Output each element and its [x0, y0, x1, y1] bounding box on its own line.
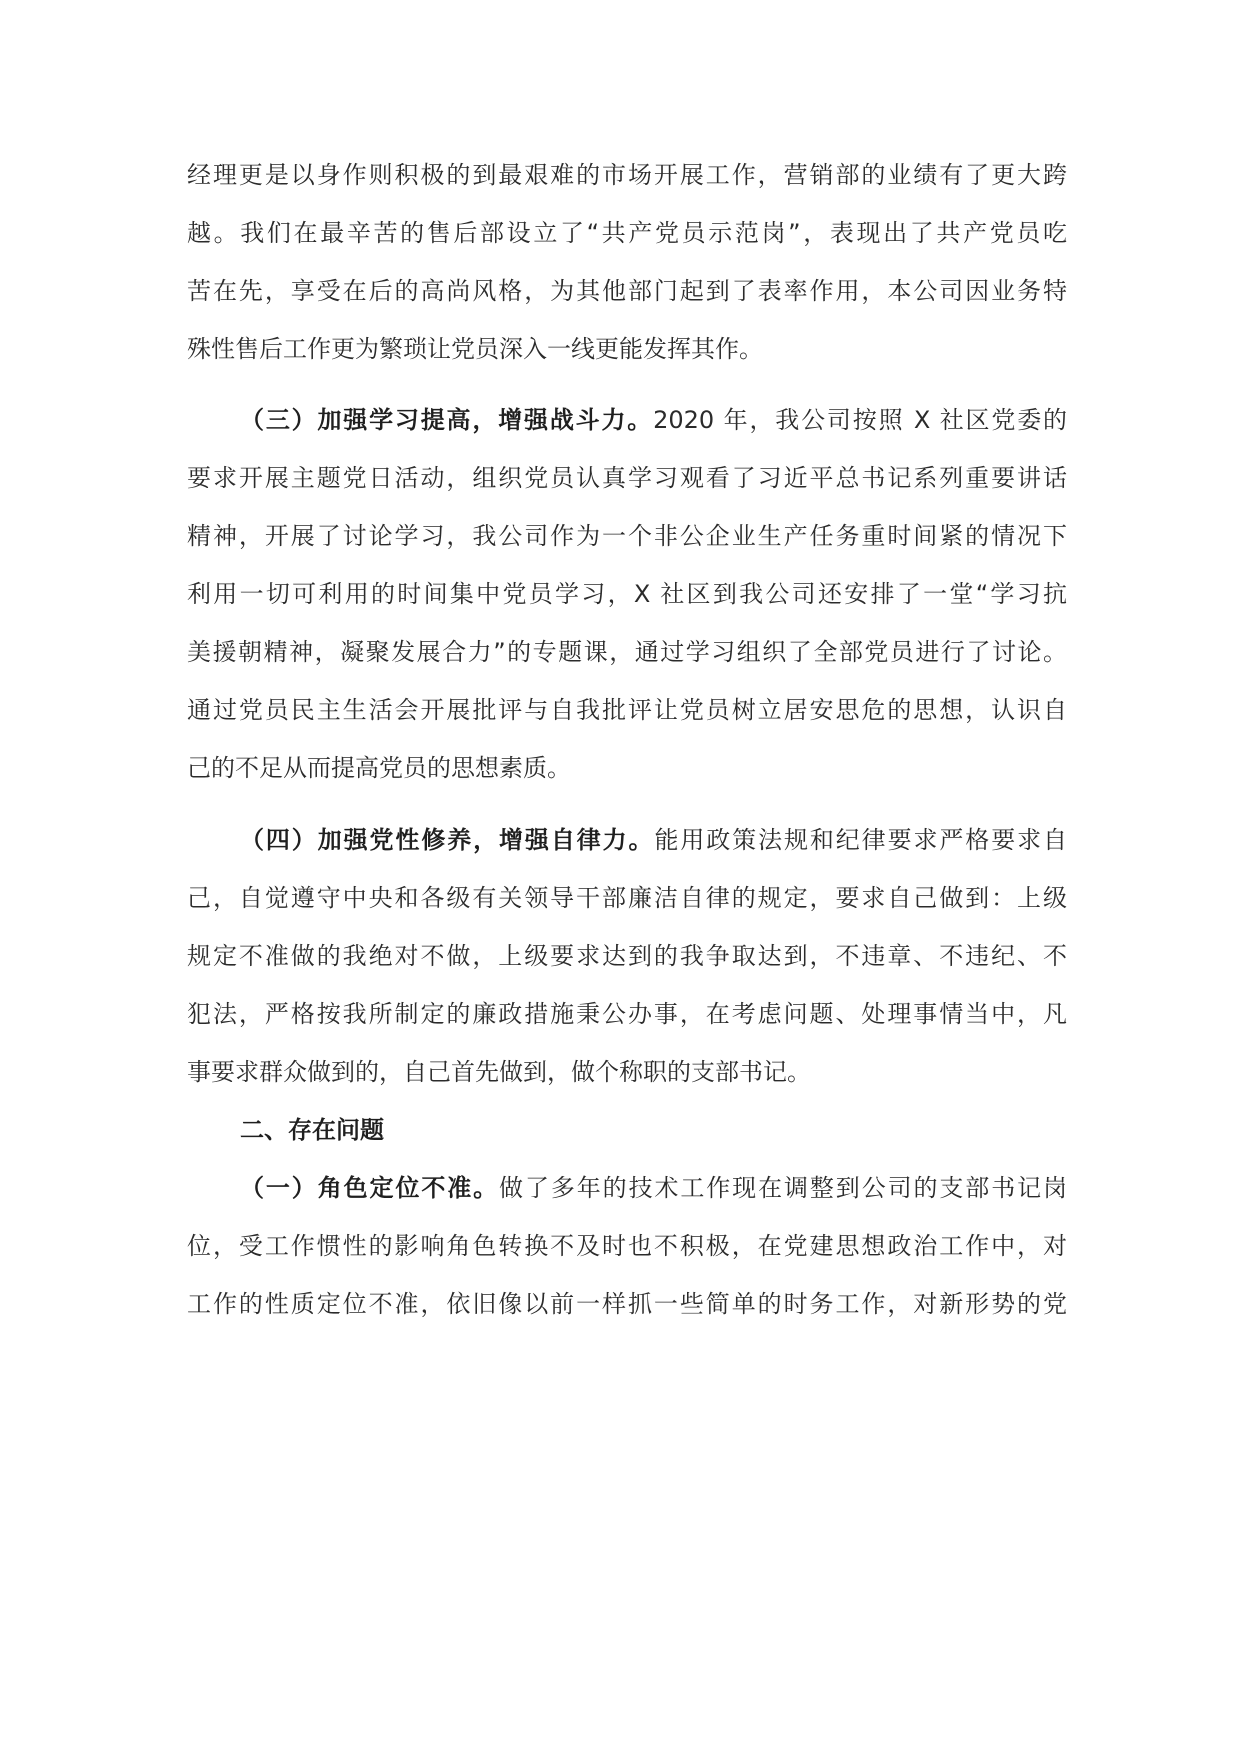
- section-heading-line: [240, 398, 1067, 442]
- text-line: 越。我们在最辛苦的售后部设立了“共产党员示范岗”，表现出了共产党员吃: [187, 219, 1067, 247]
- text-line: 事要求群众做到的，自己首先做到，做个称职的支部书记。: [187, 1058, 811, 1086]
- text-line: 美援朝精神，凝聚发展合力”的专题课，通过学习组织了全部党员进行了讨论。: [187, 638, 1067, 666]
- chapter-heading: [240, 1108, 1067, 1152]
- text-line: 己，自觉遵守中央和各级有关领导干部廉洁自律的规定，要求自己做到：上级: [187, 884, 1067, 912]
- section-heading-text: 2020 年，我公司按照 X 社区党委的: [653, 406, 1067, 434]
- text-line: 利用一切可利用的时间集中党员学习，X 社区到我公司还安排了一堂“学习抗: [187, 580, 1067, 608]
- section-heading-text: 做了多年的技术工作现在调整到公司的支部书记岗: [499, 1174, 1067, 1202]
- section-heading-bold: （一）角色定位不准。: [240, 1174, 500, 1202]
- chapter-heading-bold: 二、存在问题: [240, 1116, 384, 1144]
- text-line: 工作的性质定位不准，依旧像以前一样抓一些简单的时务工作，对新形势的党: [187, 1290, 1067, 1318]
- section-heading-bold: （三）加强学习提高，增强战斗力。: [240, 406, 654, 434]
- text-line: 殊性售后工作更为繁琐让党员深入一线更能发挥其作。: [187, 335, 763, 363]
- section-heading-text: 能用政策法规和纪律要求严格要求自: [654, 826, 1067, 854]
- text-line: 犯法，严格按我所制定的廉政措施秉公办事，在考虑问题、处理事情当中，凡: [187, 1000, 1067, 1028]
- text-line: 位，受工作惯性的影响角色转换不及时也不积极，在党建思想政治工作中，对: [187, 1232, 1067, 1260]
- text-line: 苦在先，享受在后的高尚风格，为其他部门起到了表率作用，本公司因业务特: [187, 277, 1067, 305]
- text-line: 精神，开展了讨论学习，我公司作为一个非公企业生产任务重时间紧的情况下: [187, 522, 1067, 550]
- text-line: 规定不准做的我绝对不做，上级要求达到的我争取达到，不违章、不违纪、不: [187, 942, 1067, 970]
- text-line: 己的不足从而提高党员的思想素质。: [187, 754, 571, 782]
- section-heading-line: [240, 1166, 1067, 1210]
- text-line: 要求开展主题党日活动，组织党员认真学习观看了习近平总书记系列重要讲话: [187, 464, 1067, 492]
- section-heading-line: [240, 818, 1067, 862]
- text-line: 通过党员民主生活会开展批评与自我批评让党员树立居安思危的思想，认识自: [187, 696, 1067, 724]
- text-line: 经理更是以身作则积极的到最艰难的市场开展工作，营销部的业绩有了更大跨: [187, 161, 1067, 189]
- section-heading-bold: （四）加强党性修养，增强自律力。: [240, 826, 655, 854]
